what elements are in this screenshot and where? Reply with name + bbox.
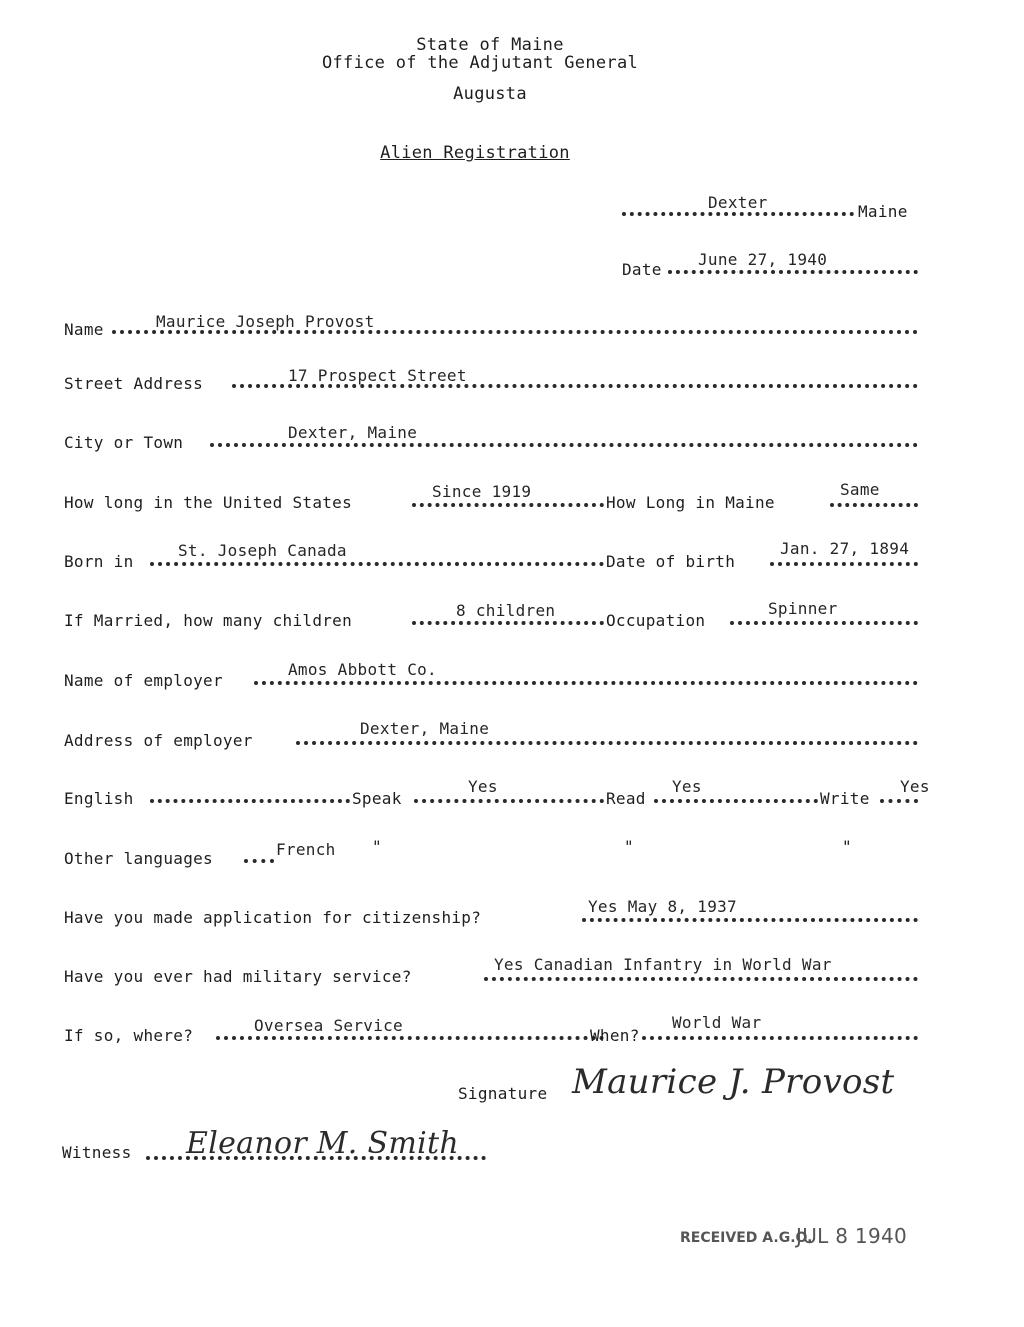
office-heading: Office of the Adjutant General: [321, 53, 639, 73]
other-languages-value: French: [276, 840, 336, 859]
signature-label: Signature: [458, 1084, 548, 1103]
how-long-maine-line: [830, 503, 918, 507]
witness-label: Witness: [62, 1143, 132, 1162]
children-line: [412, 621, 604, 625]
employer-name-value: Amos Abbott Co.: [288, 660, 437, 679]
occupation-label: Occupation: [606, 611, 706, 630]
received-stamp-date: JUL 8 1940: [796, 1224, 908, 1248]
employer-name-line: [254, 681, 918, 685]
write-value: Yes: [900, 777, 930, 796]
military-label: Have you ever had military service?: [64, 967, 412, 986]
born-in-line: [150, 562, 604, 566]
date-label: Date: [622, 260, 662, 279]
born-in-value: St. Joseph Canada: [178, 541, 347, 560]
date-of-birth-label: Date of birth: [606, 552, 736, 571]
citizenship-value: Yes May 8, 1937: [588, 897, 737, 916]
signature-handwriting: Maurice J. Provost: [572, 1062, 895, 1102]
citizenship-line: [582, 918, 918, 922]
write-line: [880, 799, 918, 803]
city-value: Dexter, Maine: [288, 423, 418, 442]
employer-name-label: Name of employer: [64, 671, 223, 690]
children-value: 8 children: [456, 601, 556, 620]
english-line: [150, 799, 350, 803]
employer-address-label: Address of employer: [64, 731, 253, 750]
state-heading: State of Maine: [416, 35, 564, 55]
where-label: If so, where?: [64, 1026, 194, 1045]
form-title: Alien Registration: [380, 143, 570, 163]
speak-value: Yes: [468, 777, 498, 796]
date-of-birth-value: Jan. 27, 1894: [780, 539, 910, 558]
other-languages-read-ditto: ": [624, 837, 634, 856]
children-label: If Married, how many children: [64, 611, 353, 630]
when-value: World War: [672, 1013, 762, 1032]
when-label: When?: [590, 1026, 640, 1045]
read-value: Yes: [672, 777, 702, 796]
military-value: Yes Canadian Infantry in World War: [494, 955, 832, 974]
write-label: Write: [820, 789, 870, 808]
name-label: Name: [64, 320, 104, 339]
received-stamp-text: RECEIVED A.G.O.: [680, 1230, 813, 1246]
city-label: City or Town: [64, 433, 184, 452]
other-languages-write-ditto: ": [842, 837, 852, 856]
how-long-us-label: How long in the United States: [64, 493, 353, 512]
occupation-line: [730, 621, 918, 625]
other-languages-label: Other languages: [64, 849, 213, 868]
speak-label: Speak: [352, 789, 402, 808]
date-line: [668, 270, 918, 274]
born-in-label: Born in: [64, 552, 134, 571]
date-value: June 27, 1940: [698, 250, 828, 269]
place-line: [622, 212, 854, 216]
citizenship-label: Have you made application for citizenship?: [64, 908, 482, 927]
speak-line: [414, 799, 604, 803]
where-value: Oversea Service: [254, 1016, 403, 1035]
how-long-maine-label: How Long in Maine: [606, 493, 775, 512]
occupation-value: Spinner: [768, 599, 838, 618]
employer-address-value: Dexter, Maine: [360, 719, 490, 738]
english-label: English: [64, 789, 134, 808]
read-line: [654, 799, 818, 803]
witness-handwriting: Eleanor M. Smith: [186, 1126, 459, 1161]
name-value: Maurice Joseph Provost: [156, 312, 375, 331]
place-state: Maine: [858, 202, 908, 221]
place-town: Dexter: [708, 193, 768, 212]
when-line: [642, 1036, 918, 1040]
how-long-maine-value: Same: [840, 480, 880, 499]
how-long-us-value: Since 1919: [432, 482, 532, 501]
date-of-birth-line: [770, 562, 918, 566]
other-languages-speak-ditto: ": [372, 837, 382, 856]
street-address-value: 17 Prospect Street: [288, 366, 467, 385]
employer-address-line: [296, 741, 918, 745]
city-heading: Augusta: [453, 84, 527, 104]
city-line: [210, 443, 918, 447]
military-line: [484, 977, 918, 981]
street-address-label: Street Address: [64, 374, 204, 393]
where-line: [216, 1036, 604, 1040]
how-long-us-line: [412, 503, 604, 507]
other-languages-line: [244, 859, 274, 863]
read-label: Read: [606, 789, 646, 808]
